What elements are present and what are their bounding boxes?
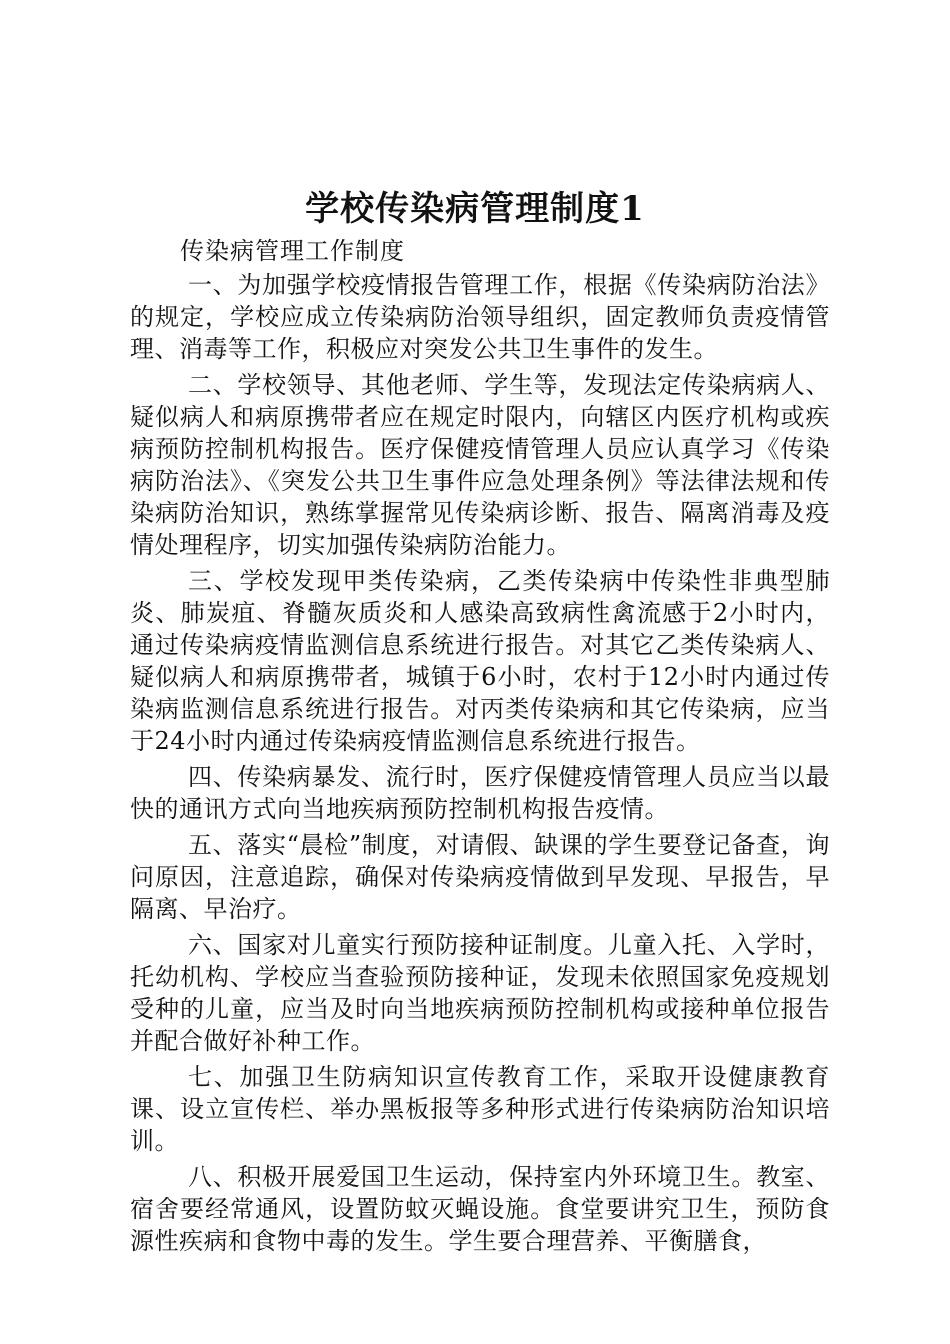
document-subtitle: 传染病管理工作制度: [180, 237, 405, 265]
page-title: 学校传染病管理制度1: [305, 189, 645, 229]
paragraph-7: 七、加强卫生防病知识宣传教育工作，采取开设健康教育课、设立宣传栏、举办黑板报等多种形式进行传染病防治知识培训。: [130, 1063, 830, 1155]
paragraph-1: 一、为加强学校疫情报告管理工作，根据《传染病防治法》的规定，学校应成立传染病防治领导组织，固定教师负责疫情管理、消毒等工作，积极应对突发公共卫生事件的发生。: [130, 271, 830, 363]
paragraph-3: 三、学校发现甲类传染病，乙类传染病中传染性非典型肺炎、肺炭疽、脊髓灰质炎和人感染高致病性禽流感于2小时内，通过传染病疫情监测信息系统进行报告。对其它乙类传染病人、疑似病人和病原携带者，城镇于6小时，农村于12小时内通过传染病监测信息系统进行报告。对丙类传染病和其它传染病，应当于24小时内通过传染病疫情监测信息系统进行报告。: [130, 567, 830, 755]
paragraph-8: 八、积极开展爱国卫生运动，保持室内外环境卫生。教室、宿舍要经常通风，设置防蚊灭蝇设施。食堂要讲究卫生，预防食源性疾病和食物中毒的发生。学生要合理营养、平衡膳食，: [130, 1163, 830, 1255]
paragraph-5: 五、落实“晨检”制度，对请假、缺课的学生要登记备查，询问原因，注意追踪，确保对传染病疫情做到早发现、早报告，早隔离、早治疗。: [130, 831, 830, 923]
paragraph-4: 四、传染病暴发、流行时，医疗保健疫情管理人员应当以最快的通讯方式向当地疾病预防控制机构报告疫情。: [130, 763, 830, 823]
paragraph-2: 二、学校领导、其他老师、学生等，发现法定传染病病人、疑似病人和病原携带者应在规定时限内，向辖区内医疗机构或疾病预防控制机构报告。医疗保健疫情管理人员应认真学习《传染病防治法》、《突发公共卫生事件应急处理条例》等法律法规和传染病防治知识，熟练掌握常见传染病诊断、报告、隔离消毒及疫情处理程序，切实加强传染病防治能力。: [130, 371, 830, 559]
document-body: [130, 269, 830, 1257]
paragraph-6: 六、国家对儿童实行预防接种证制度。儿童入托、入学时，托幼机构、学校应当查验预防接种证，发现未依照国家免疫规划受种的儿童，应当及时向当地疾病预防控制机构或接种单位报告并配合做好补种工作。: [130, 931, 830, 1055]
